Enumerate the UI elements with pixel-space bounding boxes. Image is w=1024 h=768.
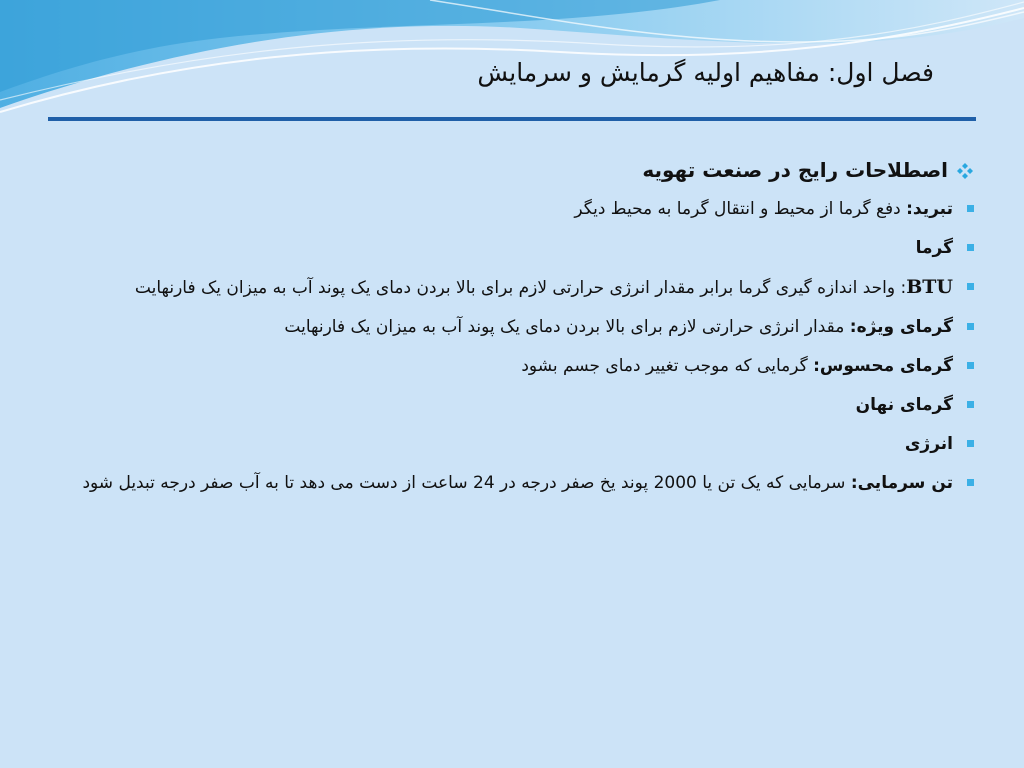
diamond-cluster-icon bbox=[956, 161, 974, 179]
term-description: مقدار انرژی حرارتی لازم برای بالا بردن دمای یک پوند آب به میزان یک فارنهایت bbox=[284, 317, 850, 337]
list-item bbox=[54, 390, 974, 420]
term-label: تن سرمایی: bbox=[850, 473, 953, 493]
section-heading-text: اصطلاحات رایج در صنعت تهویه bbox=[642, 158, 948, 182]
term-label: انرژی bbox=[904, 434, 953, 454]
term-description: سرمایی که یک تن یا 2000 پوند یخ صفر درجه در 24 ساعت از دست می دهد تا به آب صفر درجه تبدیل شود bbox=[82, 473, 851, 493]
term-list bbox=[54, 194, 974, 498]
slide-content bbox=[54, 158, 974, 507]
square-bullet-icon bbox=[967, 205, 974, 212]
square-bullet-icon bbox=[967, 283, 974, 290]
list-item bbox=[54, 194, 974, 224]
list-item bbox=[54, 351, 974, 381]
square-bullet-icon bbox=[967, 244, 974, 251]
term-label: گرما bbox=[915, 238, 953, 258]
square-bullet-icon bbox=[967, 440, 974, 447]
term-label: BTU bbox=[906, 276, 953, 298]
list-item bbox=[54, 272, 974, 303]
term-description: : واحد اندازه گیری گرما برابر مقدار انرژی حرارتی لازم برای بالا بردن دمای یک پوند آب به میزان یک فارنهایت bbox=[134, 278, 907, 298]
term-label: گرمای نهان bbox=[855, 395, 953, 415]
term-label: تبرید: bbox=[906, 199, 953, 219]
list-item bbox=[54, 429, 974, 459]
slide-title: فصل اول: مفاهیم اولیه گرمایش و سرمایش bbox=[477, 58, 934, 87]
list-item bbox=[54, 233, 974, 263]
square-bullet-icon bbox=[967, 479, 974, 486]
term-description: دفع گرما از محیط و انتقال گرما به محیط دیگر bbox=[574, 199, 907, 219]
list-item bbox=[54, 312, 974, 342]
square-bullet-icon bbox=[967, 362, 974, 369]
section-heading bbox=[54, 158, 974, 182]
list-item bbox=[54, 468, 974, 498]
square-bullet-icon bbox=[967, 323, 974, 330]
square-bullet-icon bbox=[967, 401, 974, 408]
term-label: گرمای محسوس: bbox=[813, 356, 953, 376]
title-divider bbox=[48, 117, 976, 121]
term-label: گرمای ویژه: bbox=[849, 317, 953, 337]
term-description: گرمایی که موجب تغییر دمای جسم بشود bbox=[521, 356, 814, 376]
